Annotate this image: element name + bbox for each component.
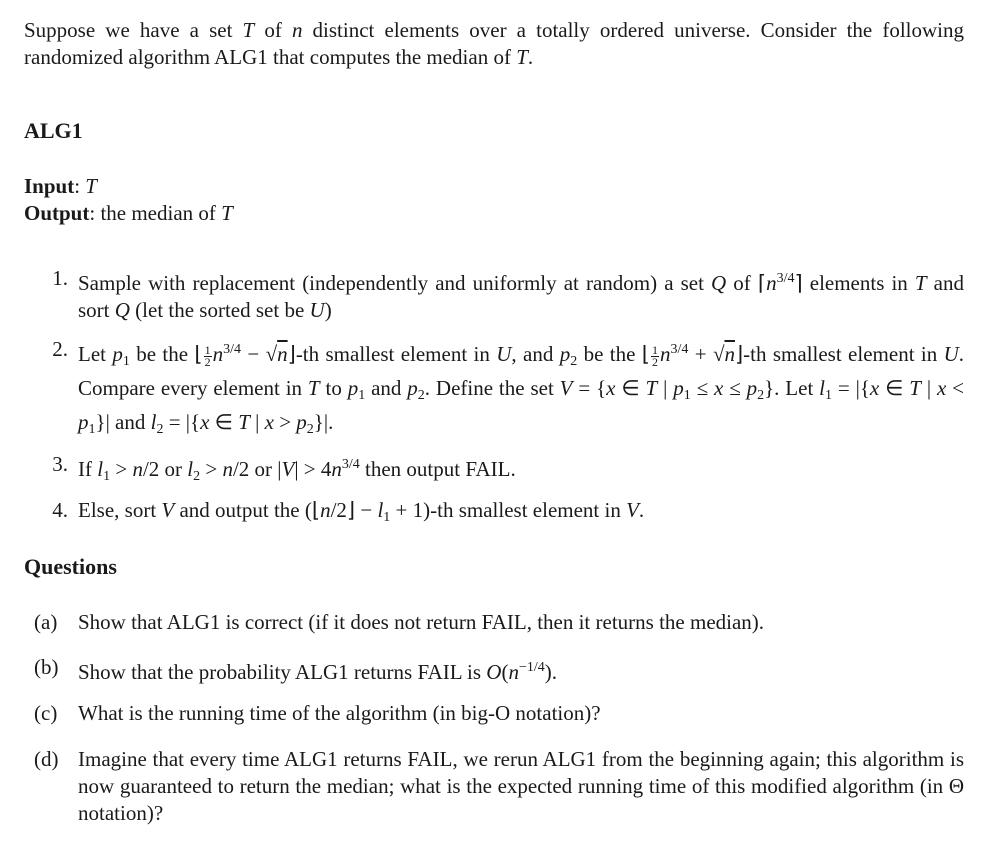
question-marker: (c): [34, 701, 58, 725]
step-text: Sample with replacement (independently and uniformly at random) a set Q of $⌈n^{3/4}⌉$ elements in T and sort Q (let the sorted set be U): [78, 271, 965, 322]
question-a: [24, 609, 964, 636]
step-text: Let $p_1$ be the ⌊ $\frac{1}{2}$ $n^{3/4}$ − √n⌋-th smallest element in U, and $p_2$ be the ⌊ $\frac{1}{2}$ $n^{3/4}$ + √n⌋-th smallest element in U. Compare every element in T to $p_1$ and $p_2$. Define the set V = {x ∈ T | $p_1 \le x \le p_2$}. Let $l_1 = |\{x$ ∈ T | $x < p_1\}|$ and $l_2 = |\{x$ ∈ T | $x > p_2\}|$.: [78, 342, 965, 437]
question-marker: (b): [34, 655, 59, 679]
intro-paragraph: Suppose we have a set T of n distinct elements over a totally ordered universe. Consider the following randomized algorithm ALG1 that computes the median of T.: [24, 18, 964, 69]
step-2: [24, 336, 964, 443]
step-marker: 3.: [52, 452, 68, 476]
input-line: Input: T: [24, 174, 97, 198]
question-text: What is the running time of the algorithm (in big-O notation)?: [78, 701, 601, 725]
step-marker: 4.: [52, 498, 68, 522]
step-text: Else, sort V and output the (⌊n/2⌋ − $l_1 + 1)-th$ smallest element in V.: [78, 498, 645, 525]
algorithm-title: ALG1: [24, 118, 83, 143]
question-c: [24, 700, 964, 727]
output-line: Output: the median of T: [24, 201, 233, 225]
question-b: [24, 654, 964, 686]
question-text: Imagine that every time ALG1 returns FAIL, we rerun ALG1 from the beginning again; this algorithm is now guaranteed to return the median; what is the expected running time of this modified algorithm (in Θ notation)?: [78, 747, 964, 825]
questions-title: Questions: [24, 554, 117, 579]
question-marker: (a): [34, 610, 58, 634]
output-label: Output: [24, 201, 90, 225]
question-marker: (d): [34, 747, 59, 771]
step-1: [24, 265, 964, 324]
step-marker: 2.: [52, 337, 68, 361]
step-marker: 1.: [52, 266, 68, 290]
document: [24, 17, 965, 825]
step-4: [24, 497, 964, 531]
question-text: Show that ALG1 is correct (if it does not return FAIL, then it returns the median).: [78, 610, 765, 634]
step-text: If $l_1 > n/2$ or $l_2 > n/2$ or $|V| > 4n^{3/4}$ then output FAIL.: [78, 457, 516, 484]
question-d: [24, 746, 964, 827]
step-3: [24, 451, 964, 490]
input-label: Input: [24, 174, 75, 198]
question-text: Show that the probability ALG1 returns FAIL is $O(n^{-1/4})$.: [78, 660, 558, 684]
